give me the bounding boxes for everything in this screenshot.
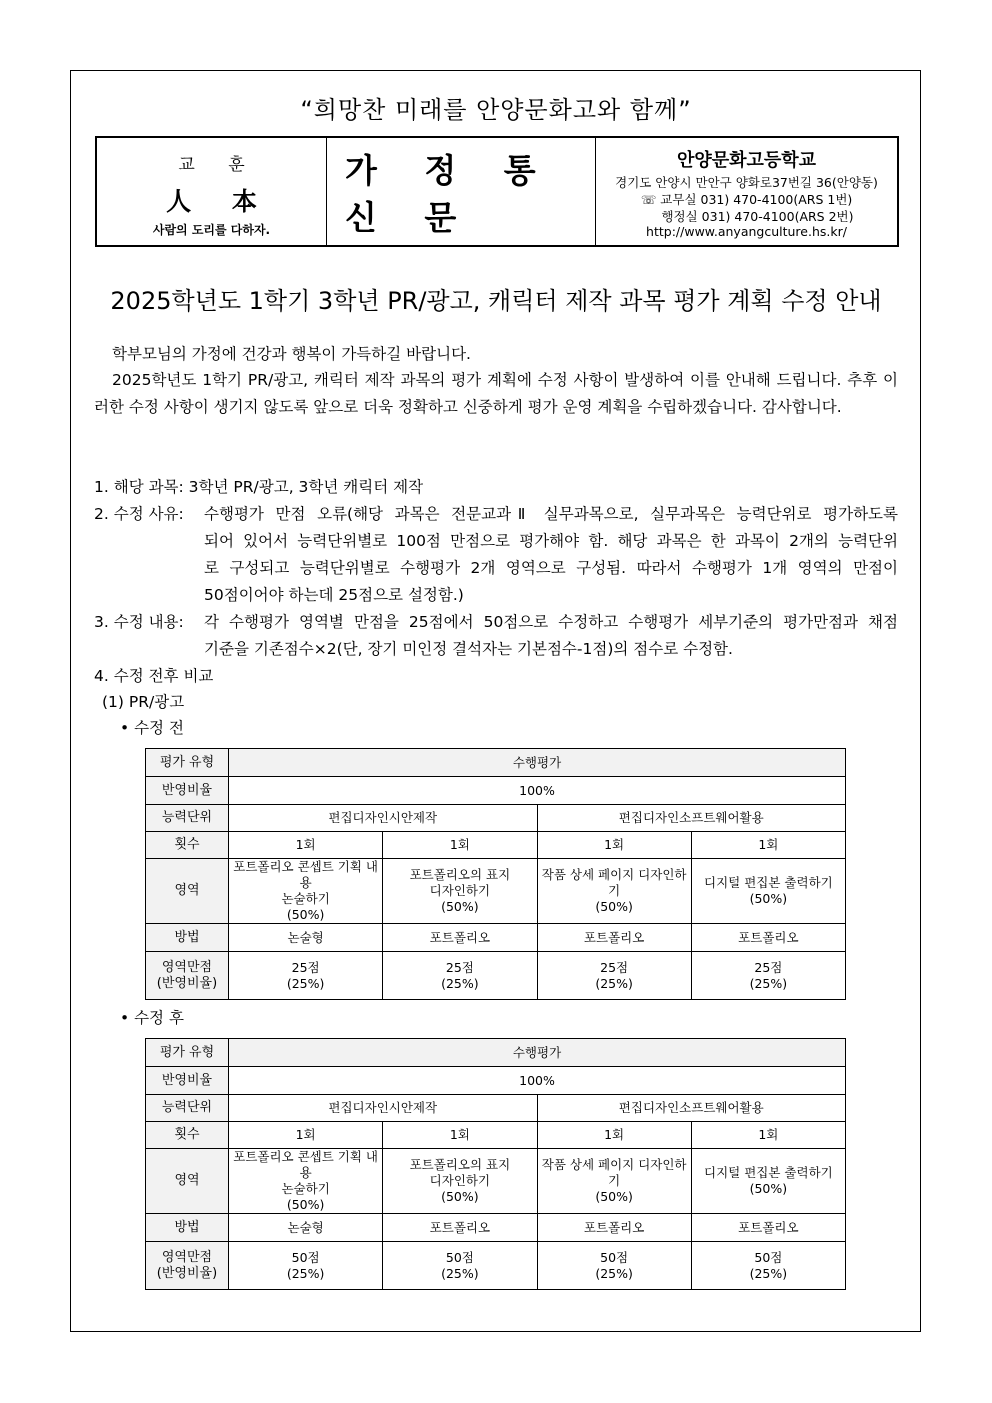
- method-cell: 포트폴리오: [691, 924, 845, 952]
- item-subject: 1. 해당 과목: 3학년 PR/광고, 3학년 캐릭터 제작: [94, 478, 424, 496]
- motto-main: 人 本: [166, 187, 273, 216]
- type-label: 평가 유형: [146, 1039, 229, 1067]
- ratio-value: 100%: [229, 777, 846, 805]
- method-label: 방법: [146, 1214, 229, 1242]
- type-value: 수행평가: [229, 749, 846, 777]
- area-ratio: (50%): [286, 907, 325, 922]
- method-label: 방법: [146, 924, 229, 952]
- school-info-box: [596, 138, 897, 245]
- score-label: [146, 1242, 229, 1290]
- count-cell: 1회: [229, 1122, 383, 1149]
- count-cell: 1회: [537, 832, 691, 859]
- area-line: 디자인하기: [429, 1173, 491, 1188]
- school-motto-box: [97, 138, 327, 245]
- score-cell: [229, 1242, 383, 1290]
- item-change-label: 3. 수정 내용:: [94, 613, 184, 631]
- count-cell: 1회: [383, 1122, 537, 1149]
- area-label: 영역: [146, 859, 229, 924]
- method-cell: 포트폴리오: [537, 1214, 691, 1242]
- count-cell: 1회: [229, 832, 383, 859]
- paper-title-box: [327, 138, 596, 245]
- area-ratio: (50%): [595, 899, 633, 914]
- area-line: 논술하기: [281, 891, 330, 906]
- ratio-label: 반영비율: [146, 1067, 229, 1095]
- score-ratio: (25%): [595, 975, 633, 991]
- motto-title: 교 훈: [178, 155, 259, 175]
- area-cell: [383, 859, 537, 924]
- count-cell: 1회: [691, 1122, 845, 1149]
- paper-title: 가 정 통 신 문: [345, 150, 554, 237]
- area-line: 디자인하기: [429, 883, 491, 898]
- method-cell: 포트폴리오: [383, 924, 537, 952]
- intro-paragraph-1: 학부모님의 가정에 건강과 행복이 가득하길 바랍니다.: [112, 345, 471, 363]
- school-name: 안양문화고등학교: [676, 150, 817, 171]
- subsection-pr-ad: (1) PR/광고: [102, 693, 185, 711]
- area-ratio: (50%): [749, 1181, 788, 1196]
- score-label-line: (반영비율): [156, 975, 218, 991]
- score-cell: [537, 1242, 691, 1290]
- area-cell: [229, 1149, 383, 1214]
- item-change-line-2: 기준을 기존점수×2(단, 장기 미인정 결석자는 기본점수-1점)의 점수로 수정함.: [204, 640, 733, 658]
- area-ratio: (50%): [286, 1197, 325, 1212]
- score-value: 25점: [445, 959, 474, 975]
- score-cell: [383, 1242, 537, 1290]
- item-reason-line-2: 되어 있어서 능력단위별로 100점 만점으로 평가해야 함. 해당 과목은 한 과목이 2개의 능력단위: [204, 532, 898, 550]
- item-reason-line-4: 50점이어야 하는데 25점으로 설정함.): [204, 586, 464, 604]
- item-reason-label: 2. 수정 사유:: [94, 505, 184, 523]
- letterhead: [95, 136, 899, 247]
- ratio-label: 반영비율: [146, 777, 229, 805]
- area-cell: [383, 1149, 537, 1214]
- area-ratio: (50%): [441, 899, 479, 914]
- area-line: 포트폴리오 콘셉트 기획 내용: [233, 859, 378, 890]
- score-cell: [537, 952, 691, 1000]
- score-value: 50점: [600, 1249, 629, 1265]
- area-ratio: (50%): [749, 891, 788, 906]
- item-change-line-1: 각 수행평가 영역별 만점을 25점에서 50점으로 수정하고 수행평가 세부기준의 평가만점과 채점: [204, 613, 898, 631]
- document-title: 2025학년도 1학기 3학년 PR/광고, 캐릭터 제작 과목 평가 계획 수정 안내: [110, 287, 882, 315]
- score-cell: [383, 952, 537, 1000]
- count-cell: 1회: [691, 832, 845, 859]
- score-ratio: (25%): [749, 1265, 788, 1281]
- count-cell: 1회: [383, 832, 537, 859]
- school-phone-office: ☏ 교무실 031) 470-4100(ARS 1번): [640, 192, 853, 207]
- school-url[interactable]: http://www.anyangculture.hs.kr/: [646, 224, 847, 239]
- unit-2: 편집디자인소프트웨어활용: [537, 805, 846, 832]
- area-cell: [229, 859, 383, 924]
- type-label: 평가 유형: [146, 749, 229, 777]
- intro-paragraph-2: 2025학년도 1학기 PR/광고, 캐릭터 제작 과목의 평가 계획에 수정 사항이 발생하여 이를 안내해 드립니다. 추후 이러한 수정 사항이 생기지 않도록 앞으로 더욱 정확하고 신중하게 평가 운영 계획을 수립하겠습니다. 감사합니다.: [94, 371, 898, 416]
- score-cell: [229, 952, 383, 1000]
- score-cell: [691, 952, 845, 1000]
- area-line: 포트폴리오의 표지: [409, 1157, 511, 1172]
- area-ratio: (50%): [441, 1189, 479, 1204]
- motto-subtitle: 사람의 도리를 다하자.: [152, 223, 271, 237]
- count-cell: 1회: [537, 1122, 691, 1149]
- score-value: 50점: [291, 1249, 320, 1265]
- unit-2: 편집디자인소프트웨어활용: [537, 1095, 846, 1122]
- area-line: 포트폴리오의 표지: [409, 867, 511, 882]
- item-reason-line-1: 수행평가 만점 오류(해당 과목은 전문교과Ⅱ 실무과목으로, 실무과목은 능력단위로 평가하도록: [204, 505, 898, 523]
- item-comparison: 4. 수정 전후 비교: [94, 667, 214, 685]
- score-ratio: (25%): [441, 1265, 479, 1281]
- method-cell: 논술형: [229, 1214, 383, 1242]
- score-value: 25점: [291, 959, 320, 975]
- method-cell: 포트폴리오: [537, 924, 691, 952]
- area-cell: [691, 859, 845, 924]
- area-cell: [537, 1149, 691, 1214]
- area-ratio: (50%): [595, 1189, 633, 1204]
- unit-label: 능력단위: [146, 805, 229, 832]
- score-label-line: (반영비율): [156, 1265, 218, 1281]
- area-line: 디지털 편집본 출력하기: [704, 875, 833, 890]
- score-label-line: 영역만점: [161, 959, 213, 975]
- score-value: 25점: [754, 959, 783, 975]
- after-label: • 수정 후: [120, 1009, 184, 1027]
- unit-1: 편집디자인시안제작: [229, 1095, 538, 1122]
- count-label: 횟수: [146, 1122, 229, 1149]
- school-address: 경기도 안양시 만안구 양화로37번길 36(안양동): [615, 175, 878, 190]
- unit-1: 편집디자인시안제작: [229, 805, 538, 832]
- table-after: [145, 1038, 846, 1290]
- notice-items: [94, 474, 898, 694]
- score-value: 50점: [754, 1249, 783, 1265]
- score-ratio: (25%): [286, 975, 325, 991]
- ratio-value: 100%: [229, 1067, 846, 1095]
- area-label: 영역: [146, 1149, 229, 1214]
- area-line: 작품 상세 페이지 디자인하기: [541, 867, 687, 898]
- method-cell: 논술형: [229, 924, 383, 952]
- score-label-line: 영역만점: [161, 1249, 213, 1265]
- unit-label: 능력단위: [146, 1095, 229, 1122]
- area-line: 포트폴리오 콘셉트 기획 내용: [233, 1149, 378, 1180]
- score-ratio: (25%): [749, 975, 788, 991]
- score-ratio: (25%): [286, 1265, 325, 1281]
- score-ratio: (25%): [595, 1265, 633, 1281]
- slogan: “희망찬 미래를 안양문화고와 함께”: [300, 96, 692, 124]
- area-line: 작품 상세 페이지 디자인하기: [541, 1157, 687, 1188]
- school-phone-admin: 행정실 031) 470-4100(ARS 2번): [661, 209, 854, 224]
- score-cell: [691, 1242, 845, 1290]
- score-label: [146, 952, 229, 1000]
- score-value: 50점: [445, 1249, 474, 1265]
- count-label: 횟수: [146, 832, 229, 859]
- type-value: 수행평가: [229, 1039, 846, 1067]
- table-before: [145, 748, 846, 1000]
- before-label: • 수정 전: [120, 719, 184, 737]
- area-cell: [691, 1149, 845, 1214]
- item-reason-line-3: 로 구성되고 능력단위별로 수행평가 2개 영역으로 구성됨. 따라서 수행평가 1개 영역의 만점이: [204, 559, 898, 577]
- method-cell: 포트폴리오: [691, 1214, 845, 1242]
- method-cell: 포트폴리오: [383, 1214, 537, 1242]
- score-ratio: (25%): [441, 975, 479, 991]
- score-value: 25점: [600, 959, 629, 975]
- area-line: 디지털 편집본 출력하기: [704, 1165, 833, 1180]
- area-cell: [537, 859, 691, 924]
- area-line: 논술하기: [281, 1181, 330, 1196]
